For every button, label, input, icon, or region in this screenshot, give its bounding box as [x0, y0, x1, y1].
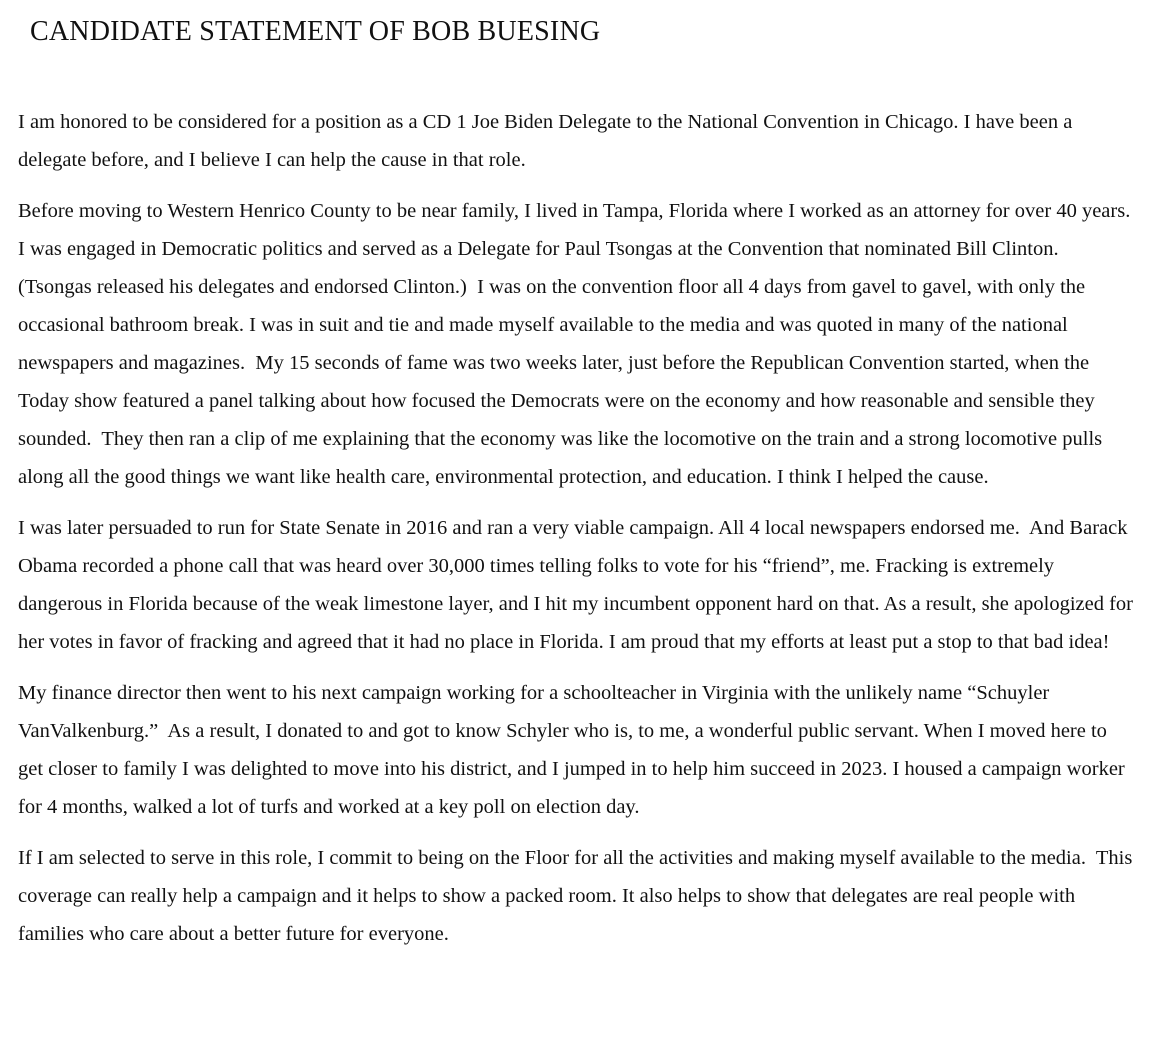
document-body: [18, 103, 1141, 953]
paragraph-introduction: I am honored to be considered for a position as a CD 1 Joe Biden Delegate to the National Convention in Chicago. I have been a delegate before, and I believe I can help the cause in that role.: [18, 111, 1078, 171]
paragraph-commitment: If I am selected to serve in this role, I commit to being on the Floor for all the activities and making myself available to the media. This coverage can really help a campaign and it helps to show a packed room. It also helps to show that delegates are real people with families who care about a better future for everyone.: [18, 847, 1138, 945]
paragraph-vanvalkenburg: My finance director then went to his next campaign working for a schoolteacher in Virginia with the unlikely name “Schuyler VanValkenburg.” As a result, I donated to and got to know Schyler who is, to me, a wonderful public servant. When I moved here to get closer to family I was delighted to move into his district, and I jumped in to help him succeed in 2023. I housed a campaign worker for 4 months, walked a lot of turfs and worked at a key poll on election day.: [18, 682, 1130, 818]
document-title: CANDIDATE STATEMENT OF BOB BUESING: [30, 16, 601, 47]
paragraph-state-senate-run: I was later persuaded to run for State Senate in 2016 and ran a very viable campaign. All 4 local newspapers endorsed me. And Barack Obama recorded a phone call that was heard over 30,000 times telling folks to vote for his “friend”, me. Fracking is extremely dangerous in Florida because of the weak limestone layer, and I hit my incumbent opponent hard on that. As a result, she apologized for her votes in favor of fracking and agreed that it had no place in Florida. I am proud that my efforts at least put a stop to that bad idea!: [18, 517, 1139, 653]
paragraph-background-tampa: Before moving to Western Henrico County to be near family, I lived in Tampa, Florida where I worked as an attorney for over 40 years. I was engaged in Democratic politics and served as a Delegate for Paul Tsongas at the Convention that nominated Bill Clinton. (Tsongas released his delegates and endorsed Clinton.) I was on the convention floor all 4 days from gavel to gavel, with only the occasional bathroom break. I was in suit and tie and made myself available to the media and was quoted in many of the national newspapers and magazines. My 15 seconds of fame was two weeks later, just before the Republican Convention started, when the Today show featured a panel talking about how focused the Democrats were on the economy and how reasonable and sensible they sounded. They then ran a clip of me explaining that the economy was like the locomotive on the train and a strong locomotive pulls along all the good things we want like health care, environmental protection, and education. I think I helped the cause.: [18, 200, 1141, 488]
